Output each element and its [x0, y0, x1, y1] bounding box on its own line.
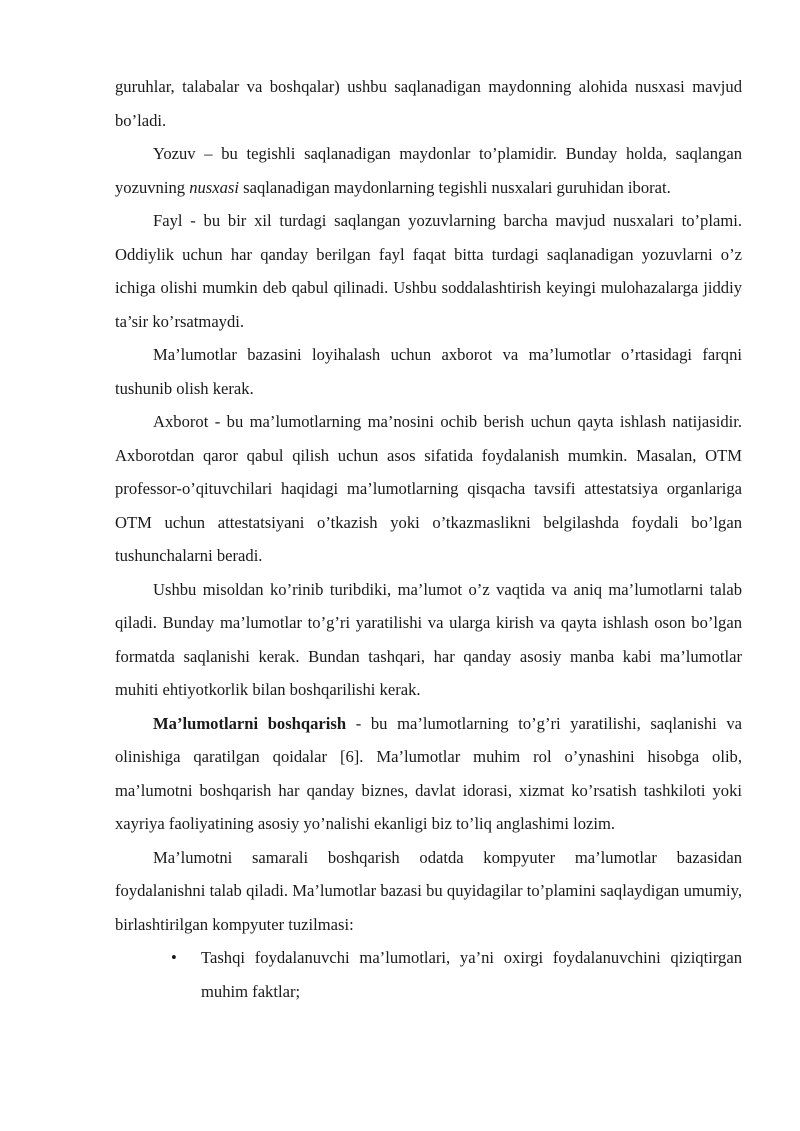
paragraph-record-text-before: Yozuv – bu tegishli saqlanadigan maydonlar to’plamidir. Bunday holda, saqlangan yozuvning — [115, 144, 742, 197]
paragraph-database-intro: Ma’lumotni samarali boshqarish odatda kompyuter ma’lumotlar bazasidan foydalanishni talab qiladi. Ma’lumotlar bazasi bu quyidagilar to’plamini saqlaydigan umumiy, birlashtirilgan kompyuter tuzilmasi: — [115, 847, 742, 934]
bullet-list — [115, 941, 742, 1008]
paragraph-data-management-text: - bu ma’lumotlarning to’g’ri yaratilishi, saqlanishi va olinishiga qaratilgan qoidalar [6]. Ma’lumotlar muhim rol o’ynashini hisobga olib, ma’lumotni boshqarish har qanday biznes, davlat idorasi, xizmat ko’rsatish tashkiloti yoki xayriya faoliyatining asosiy yo’nalishi ekanligi biz to’liq anglashimi lozim. — [115, 713, 742, 833]
paragraph-information-definition: Axborot - bu ma’lumotlarning ma’nosini ochib berish uchun qayta ishlash natijasidir. Axborotdan qaror qabul qilish uchun asos sifatida foydalanish mumkin. Masalan, OTM professor-o’qituvchilari haqidagi ma’lumotlarning qisqacha tavsifi attestatsiya organlariga OTM uchun attestatsiyani o’tkazish yoki o’tkazmaslikni belgilashda foydali bo’lgan tushunchalarni beradi. — [115, 412, 742, 565]
paragraph-record-italic-term: nusxasi — [189, 177, 239, 197]
paragraph-information-vs-data: Ma’lumotlar bazasini loyihalash uchun axborot va ma’lumotlar o’rtasidagi farqni tushunib olish kerak. — [115, 345, 742, 398]
paragraph-data-management — [115, 707, 742, 841]
list-item — [171, 941, 742, 1008]
paragraph-data-management-term: Ma’lumotlarni boshqarish — [153, 713, 347, 733]
paragraph-record-definition — [115, 137, 742, 204]
bullet-icon: • — [171, 948, 177, 967]
paragraph-file-definition: Fayl - bu bir xil turdagi saqlangan yozuvlarning barcha mavjud nusxalari to’plami. Oddiylik uchun har qanday berilgan fayl faqat bitta turdagi saqlanadigan yozuvlarni o’z ichiga olishi mumkin deb qabul qilinadi. Ushbu soddalashtirish keyingi mulohazalarga jiddiy ta’sir ko’rsatmaydi. — [115, 211, 742, 331]
paragraph-example-conclusion: Ushbu misoldan ko’rinib turibdiki, ma’lumot o’z vaqtida va aniq ma’lumotlarni talab qiladi. Bunday ma’lumotlar to’g’ri yaratilishi va ularga kirish va qayta ishlash oson bo’lgan formatda saqlanishi kerak. Bundan tashqari, har qanday asosiy manba kabi ma’lumotlar muhiti ehtiyotkorlik bilan boshqarilishi kerak. — [115, 579, 742, 699]
paragraph-continuation: guruhlar, talabalar va boshqalar) ushbu saqlanadigan maydonning alohida nusxasi mavjud bo’ladi. — [115, 77, 742, 130]
document-page — [115, 70, 742, 1008]
list-item-text: Tashqi foydalanuvchi ma’lumotlari, ya’ni oxirgi foydalanuvchini qiziqtirgan muhim faktlar; — [201, 948, 742, 1001]
paragraph-record-text-after: saqlanadigan maydonlarning tegishli nusxalari guruhidan iborat. — [238, 177, 671, 197]
